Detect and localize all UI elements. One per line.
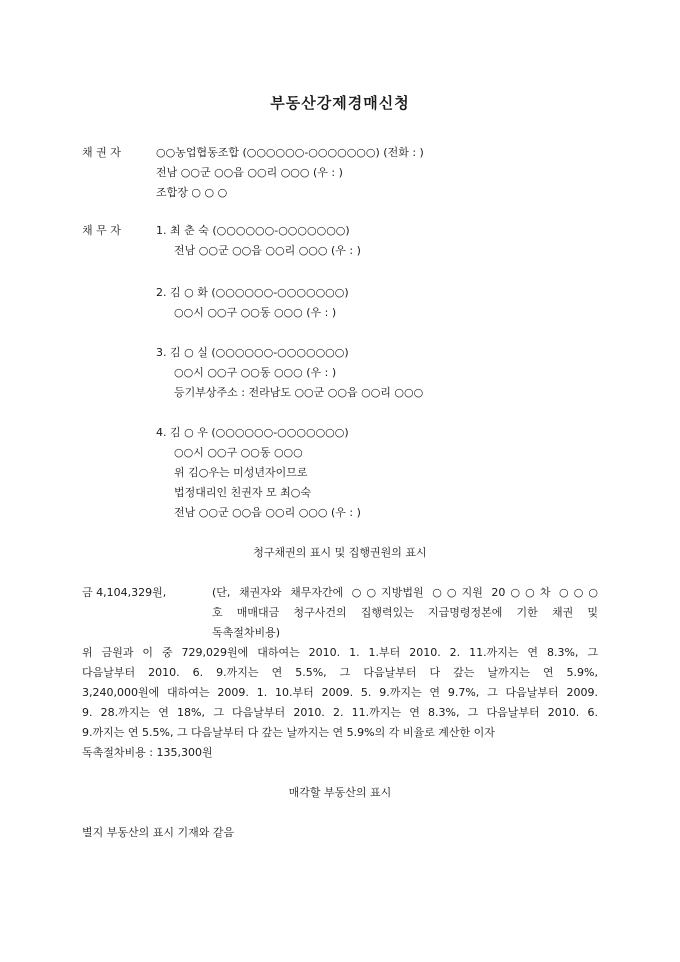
debtor-4-address: ○○시 ○○구 ○○동 ○○○ xyxy=(174,446,303,459)
claim-body-line-4: 9. 28.까지는 연 18%, 그 다음날부터 2010. 2. 11.까지는 연 8.3%, 그 다음날부터 2010. 6. xyxy=(82,706,598,719)
claim-heading: 청구채권의 표시 및 집행권원의 표시 xyxy=(253,546,427,559)
document-title: 부동산강제경매신청 xyxy=(270,94,410,112)
claim-note-line-2: 호 매매대금 청구사건의 집행력있는 지급명령정본에 기한 채권 및 xyxy=(212,606,598,619)
debtor-3-name: 3. 김 ○ 실 (○○○○○○-○○○○○○○) xyxy=(156,346,349,359)
debtor-2-address: ○○시 ○○구 ○○동 ○○○ (우 : ) xyxy=(174,306,337,319)
debtor-1-name: 1. 최 춘 숙 (○○○○○○-○○○○○○○) xyxy=(156,224,350,237)
property-heading: 매각할 부동산의 표시 xyxy=(288,786,392,799)
debtor-1-address: 전남 ○○군 ○○읍 ○○리 ○○○ (우 : ) xyxy=(174,244,361,257)
debtor-2-name: 2. 김 ○ 화 (○○○○○○-○○○○○○○) xyxy=(156,286,349,299)
debtor-4-guardian-address: 전남 ○○군 ○○읍 ○○리 ○○○ (우 : ) xyxy=(174,506,361,519)
creditor-representative: 조합장 ○ ○ ○ xyxy=(156,186,228,199)
creditor-label: 채 권 자 xyxy=(82,146,121,159)
claim-amount: 금 4,104,329원, xyxy=(82,586,167,599)
claim-note-line-1: (단, 채권자와 채무자간에 ○○지방법원 ○○지원 20○○차 ○○○ xyxy=(212,586,598,599)
creditor-address: 전남 ○○군 ○○읍 ○○리 ○○○ (우 : ) xyxy=(156,166,343,179)
debtor-3-address: ○○시 ○○구 ○○동 ○○○ (우 : ) xyxy=(174,366,337,379)
claim-note-line-3: 독촉절차비용) xyxy=(212,626,281,639)
debtor-label: 채 무 자 xyxy=(82,224,121,237)
claim-body-line-1: 위 금원과 이 중 729,029원에 대하여는 2010. 1. 1.부터 2010. 2. 11.까지는 연 8.3%, 그 xyxy=(82,646,598,659)
debtor-3-registered-address: 등기부상주소 : 전라남도 ○○군 ○○읍 ○○리 ○○○ xyxy=(174,386,424,399)
claim-fee: 독촉절차비용 : 135,300원 xyxy=(82,746,213,759)
debtor-4-minor-note: 위 김○우는 미성년자이므로 xyxy=(174,466,308,479)
claim-body-line-2: 다음날부터 2010. 6. 9.까지는 연 5.5%, 그 다음날부터 다 갚는 날까지는 연 5.9%, xyxy=(82,666,598,679)
property-text: 별지 부동산의 표시 기재와 같음 xyxy=(82,826,235,839)
claim-body-line-3: 3,240,000원에 대하여는 2009. 1. 10.부터 2009. 5. 9.까지는 연 9.7%, 그 다음날부터 2009. xyxy=(82,686,598,699)
creditor-name: ○○농업협동조합 (○○○○○○-○○○○○○○) (전화 : ) xyxy=(156,146,424,159)
debtor-4-name: 4. 김 ○ 우 (○○○○○○-○○○○○○○) xyxy=(156,426,349,439)
debtor-4-guardian: 법정대리인 친권자 모 최○숙 xyxy=(174,486,311,499)
claim-body-line-5: 9.까지는 연 5.5%, 그 다음날부터 다 갚는 날까지는 연 5.9%의 각 비율로 계산한 이자 xyxy=(82,726,495,739)
